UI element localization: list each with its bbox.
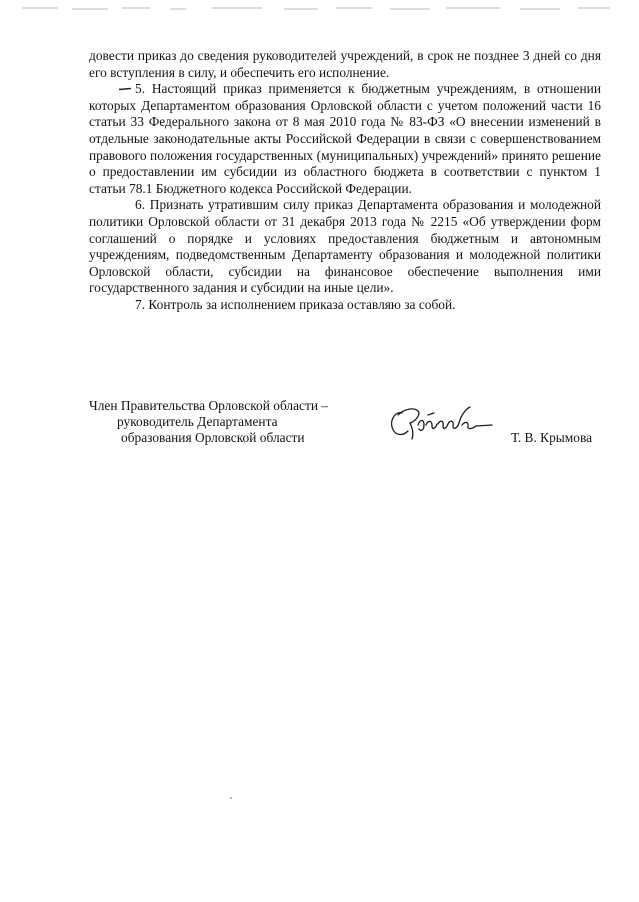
scan-speck [230,797,232,799]
paragraph-continuation: довести приказ до сведения руководителей учреждений, в срок не позднее 3 дней со дня его вступления в силу, и обеспечить его исполнение. [89,48,601,80]
signatory-title-line-2: руководитель Департамента [117,414,278,429]
paragraph-5: 5. Настоящий приказ применяется к бюджетным учреждениям, в отношении которых Департаментом образования Орловской области с учетом положений части 16 статьи 33 Федерального закона от 8 мая 2010 года № 83-ФЗ «О внесении изменений в отдельные законодательные акты Российской Федерации в связи с совершенствованием правового положения государственных (муниципальных) учреждений» принято решение о предоставлении им субсидии из областного бюджета в соответствии с пунктом 1 статьи 78.1 Бюджетного кодекса Российской Федерации. [89,81,601,196]
document-body [89,48,601,314]
signatory-title-line-3: образования Орловской области [121,430,305,445]
signatory-name: Т. В. Крымова [511,430,593,445]
paragraph-6: 6. Признать утратившим силу приказ Департамента образования и молодежной политики Орловской области от 31 декабря 2013 года № 2215 «Об утверждении форм соглашений о порядке и условиях предоставления бюджетным и автономным учреждениям, подведомственным Департаменту образования и молодежной политики Орловской области, субсидии на финансовое обеспечение выполнения ими государственного задания и субсидии на иные цели». [89,197,601,296]
handwritten-signature [388,405,494,441]
signatory-title-line-1: Член Правительства Орловской области – [89,398,329,413]
scan-artifact-top [0,2,639,14]
pen-mark [118,86,132,92]
paragraph-7: 7. Контроль за исполнением приказа оставляю за собой. [135,296,456,312]
signatory-title [89,398,328,446]
